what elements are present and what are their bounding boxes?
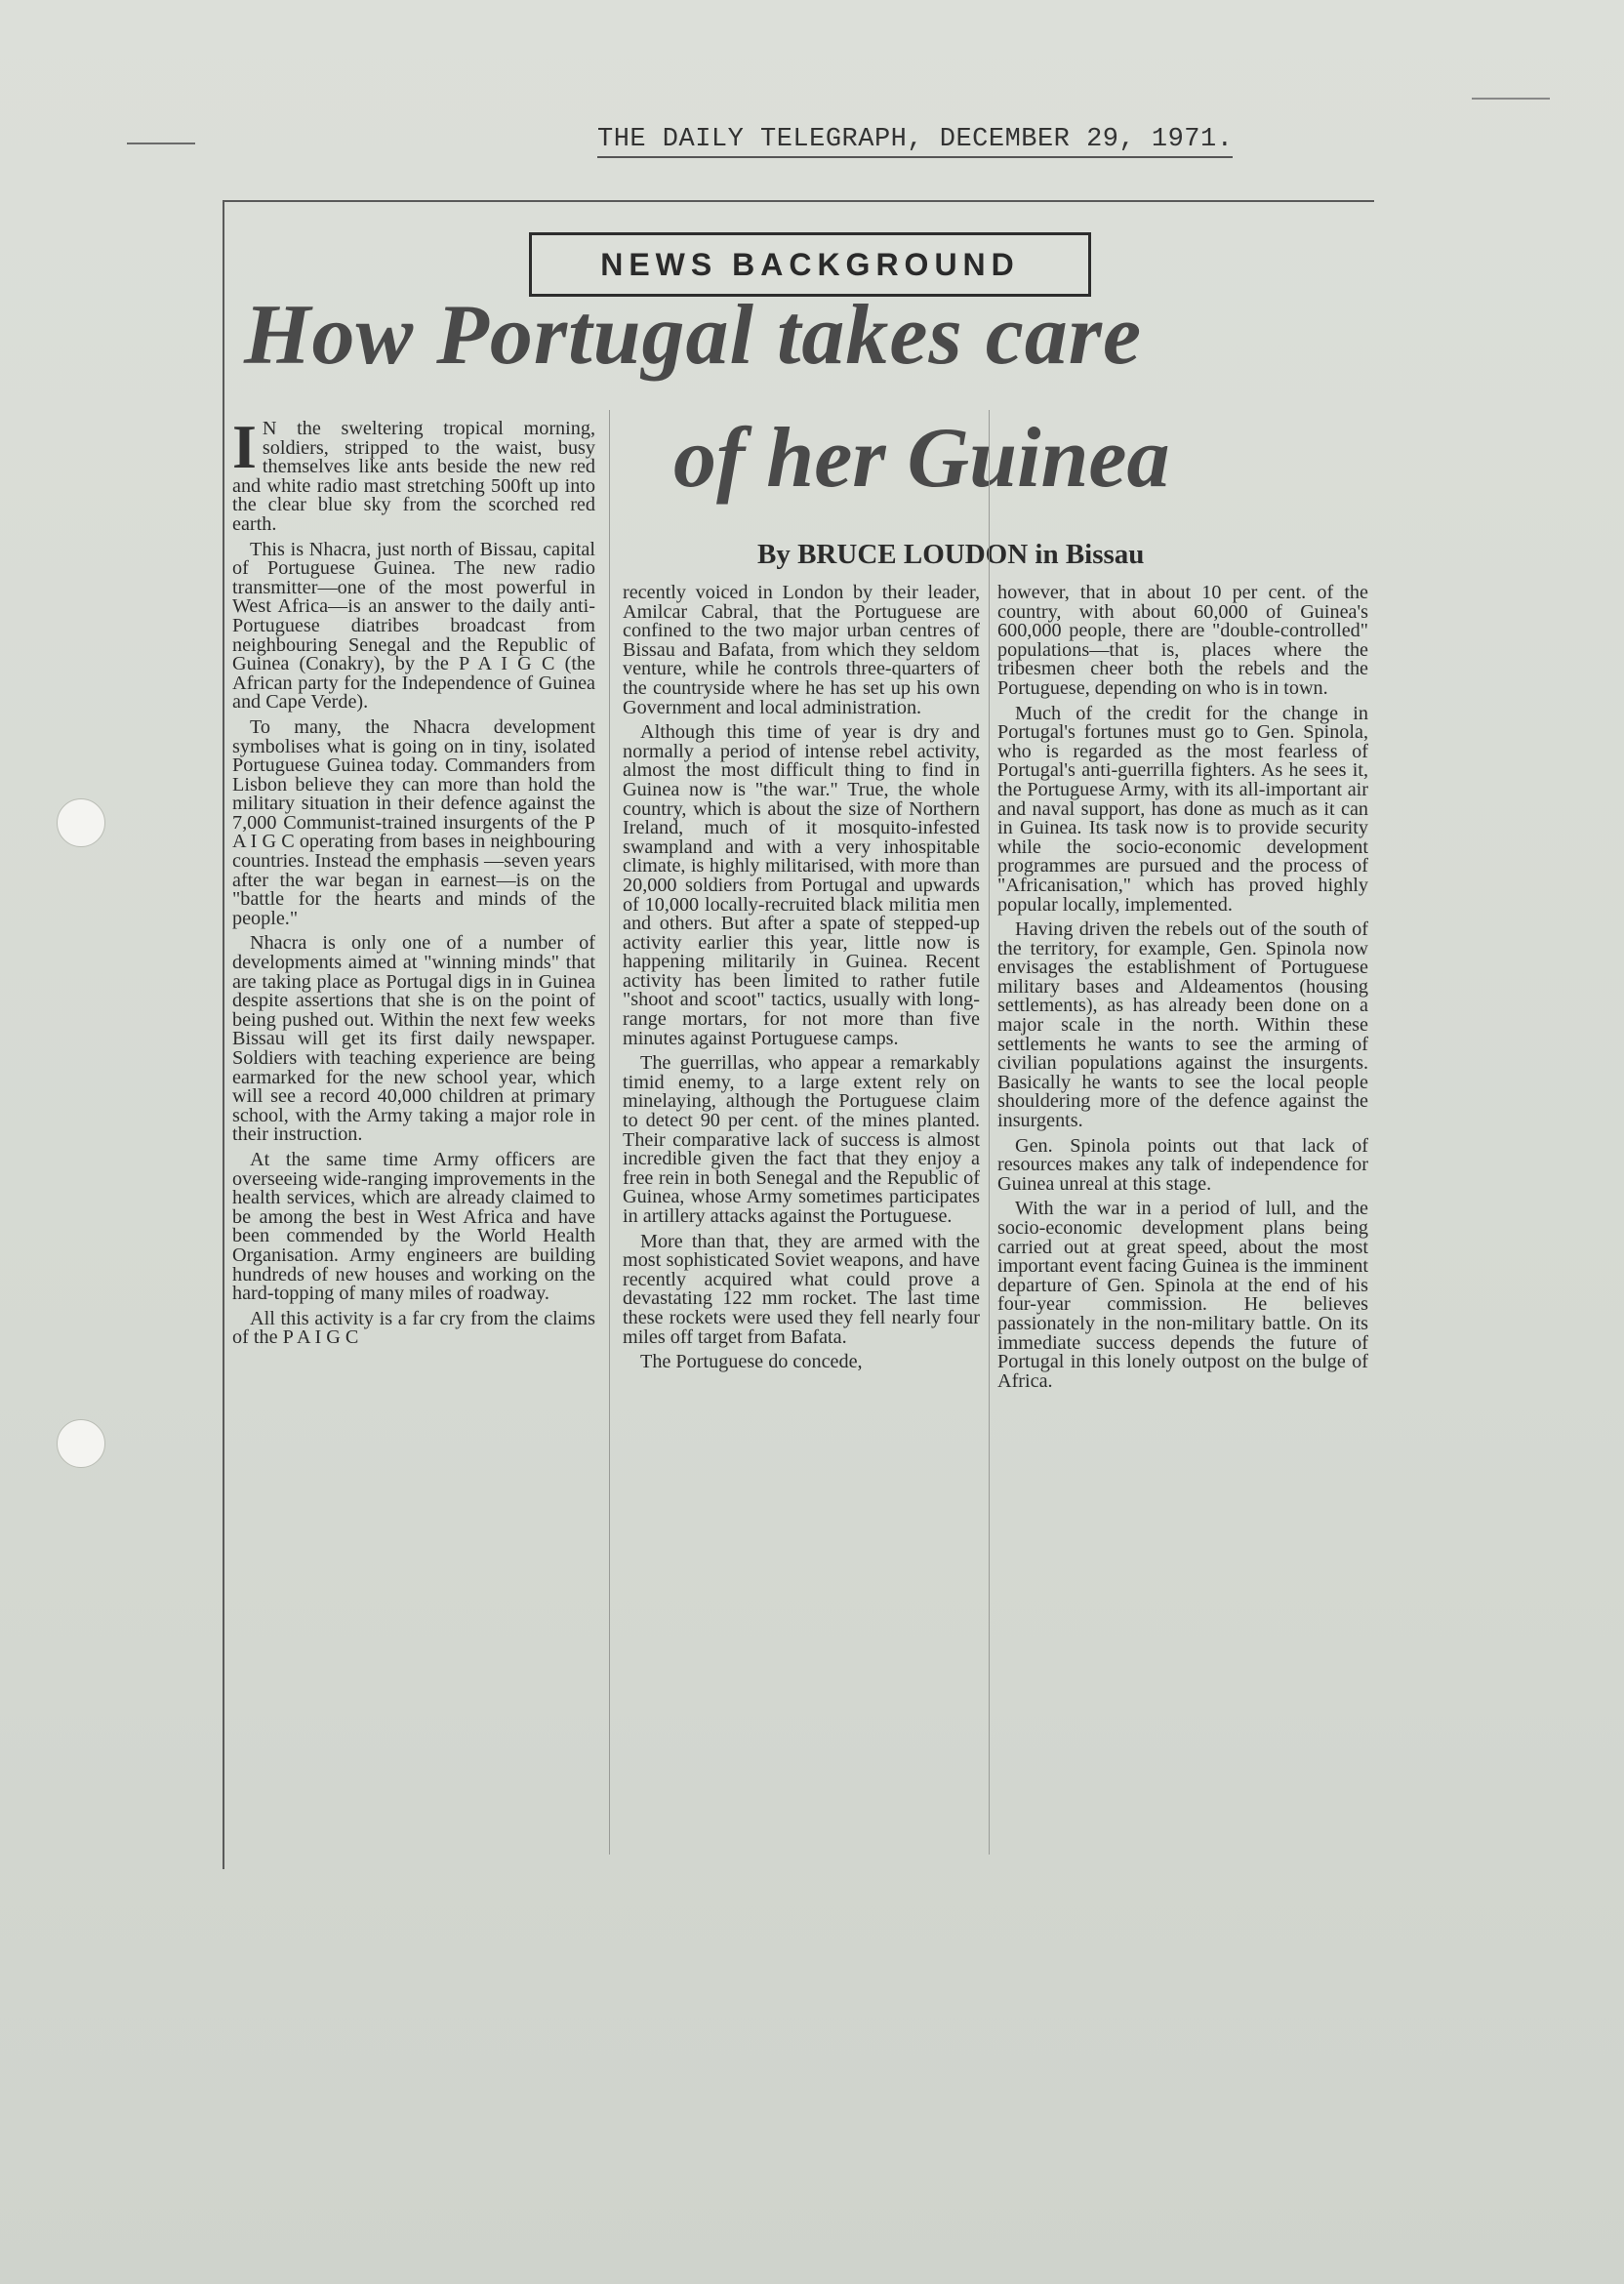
paragraph: With the war in a period of lull, and the socio-economic development plans being carried out at great speed, about the most important event facing Guinea is the imminent departure of Gen. Spinola at the end of his four-year commission. He believes passionately in the non-military battle. On its immediate success depends the future of Portugal in this lonely outpost on the bulge of Africa.	[997, 1198, 1368, 1392]
byline: By BRUCE LOUDON in Bissau	[757, 539, 1145, 570]
paragraph: To many, the Nhacra development symbolises what is going on in tiny, isolated Portuguese Guinea today. Commanders from Lisbon believe they can more than hold the military situation in their defence against the 7,000 Communist-trained insurgents of the P A I G C operating from bases in neighbouring countries. Instead the emphasis —seven years after the war began in earnest—is on the "battle for the hearts and minds of the people."	[232, 715, 595, 929]
punch-hole-bottom	[57, 1419, 105, 1468]
paragraph: however, that in about 10 per cent. of the country, with about 60,000 of Guinea's 600,000 people, there are "double-controlled" populations—that is, places where the tribesmen cheer both the rebels and the Portuguese, depending on who is in town.	[997, 582, 1368, 699]
paragraph: The guerrillas, who appear a remarkably timid enemy, to a large extent rely on minelaying, although the Portuguese claim to detect 90 per cent. of the mines planted. Their comparative lack of success is almost incredible given the fact that they enjoy a free rein in both Senegal and the Republic of Guinea, whose Army sometimes participates in artillery attacks against the Portuguese.	[623, 1052, 980, 1227]
headline-line-1: How Portugal takes care	[244, 288, 1143, 383]
paragraph: Although this time of year is dry and normally a period of intense rebel activity, almost the most difficult thing to find in Guinea now is "the war." True, the whole country, which is about the size of Northern Ireland, much of it mosquito-infested swampland and with a very inhospitable climate, is highly militarised, with more than 20,000 soldiers from Portugal and upwards of 10,000 locally-recruited black militia men and others. But after a spate of stepped-up activity earlier this year, little now is happening militarily in Guinea. Recent activity has been limited to rather futile "shoot and scoot" tactics, usually with long-range mortars, for not more than five minutes against Portuguese camps.	[623, 721, 980, 1049]
paragraph: Nhacra is only one of a number of developments aimed at "winning minds" that are taking place as Portugal digs in in Guinea despite assertions that she is on the point of being pushed out. Within the next few weeks Bissau will get its first daily newspaper. Soldiers with teaching experience are being earmarked for the new school year, which will see a record 40,000 children at primary school, with the Army taking a major role in their instruction.	[232, 932, 595, 1146]
column-divider	[989, 410, 990, 1855]
punch-hole-top	[57, 798, 105, 847]
article-column-1	[232, 412, 595, 1354]
article-column-3	[997, 584, 1368, 1397]
paragraph: All this activity is a far cry from the claims of the P A I G C	[232, 1307, 595, 1349]
paragraph: At the same time Army officers are overseeing wide-ranging improvements in the health services, which are already claimed to be among the best in West Africa and have been commended by the World Health Organisation. Army engineers are building hundreds of new houses and working on the hard-topping of many miles of roadway.	[232, 1148, 595, 1305]
paragraph: More than that, they are armed with the most sophisticated Soviet weapons, and have recently acquired what could prove a devastating 122 mm rocket. The last time these rockets were used they fell nearly four miles off target from Bafata.	[623, 1230, 980, 1348]
drop-cap: I	[232, 412, 257, 481]
article-left-rule	[223, 200, 224, 1869]
paragraph: Having driven the rebels out of the south of the territory, for example, Gen. Spinola now envisages the establishment of Portuguese military bases and Aldeamentos (housing settlements), as has already been done on a major scale in the north. Within these settlements he wants to see the arming of civilian populations against the insurgents. Basically he wants to see the local people shouldering more of the defence against the insurgents.	[997, 918, 1368, 1132]
article-column-2	[623, 584, 980, 1378]
article-top-rule	[223, 200, 1374, 202]
scan-mark	[1472, 98, 1550, 100]
paragraph: I N the sweltering tropical morning, soldiers, stripped to the waist, busy themselves like ants beside the new red and white radio mast stretching 500ft up into the clear blue sky from the scorched red earth.	[232, 412, 595, 535]
paragraph: Much of the credit for the change in Portugal's fortunes must go to Gen. Spinola, who is regarded as the most fearless of Portugal's anti-guerrilla fighters. As he sees it, the Portuguese Army, with its all-important air and naval support, has done as much as it can in Guinea. Its task now is to provide security while the socio-economic development programmes are pursued and the process of "Africanisation," which has proved highly popular locally, implemented.	[997, 702, 1368, 916]
paragraph: Gen. Spinola points out that lack of resources makes any talk of independence for Guinea unreal at this stage.	[997, 1134, 1368, 1195]
column-divider	[609, 410, 610, 1855]
dateline: THE DAILY TELEGRAPH, DECEMBER 29, 1971.	[597, 125, 1233, 158]
scan-mark	[127, 143, 195, 144]
paragraph: recently voiced in London by their leader, Amilcar Cabral, that the Portuguese are confined to the two major urban centres of Bissau and Bafata, from which they seldom venture, while he controls three-quarters of the countryside where he has set up his own Government and local administration.	[623, 582, 980, 718]
paragraph: The Portuguese do concede,	[640, 1351, 863, 1373]
headline-line-2: of her Guinea	[673, 411, 1170, 506]
paragraph: This is Nhacra, just north of Bissau, capital of Portuguese Guinea. The new radio transmitter—one of the most powerful in West Africa—is an answer to the daily anti-Portuguese diatribes broadcast from neighbouring Senegal and the Republic of Guinea (Conakry), by the P A I G C (the African party for the Independence of Guinea and Cape Verde).	[232, 538, 595, 714]
section-label: NEWS BACKGROUND	[529, 232, 1091, 297]
